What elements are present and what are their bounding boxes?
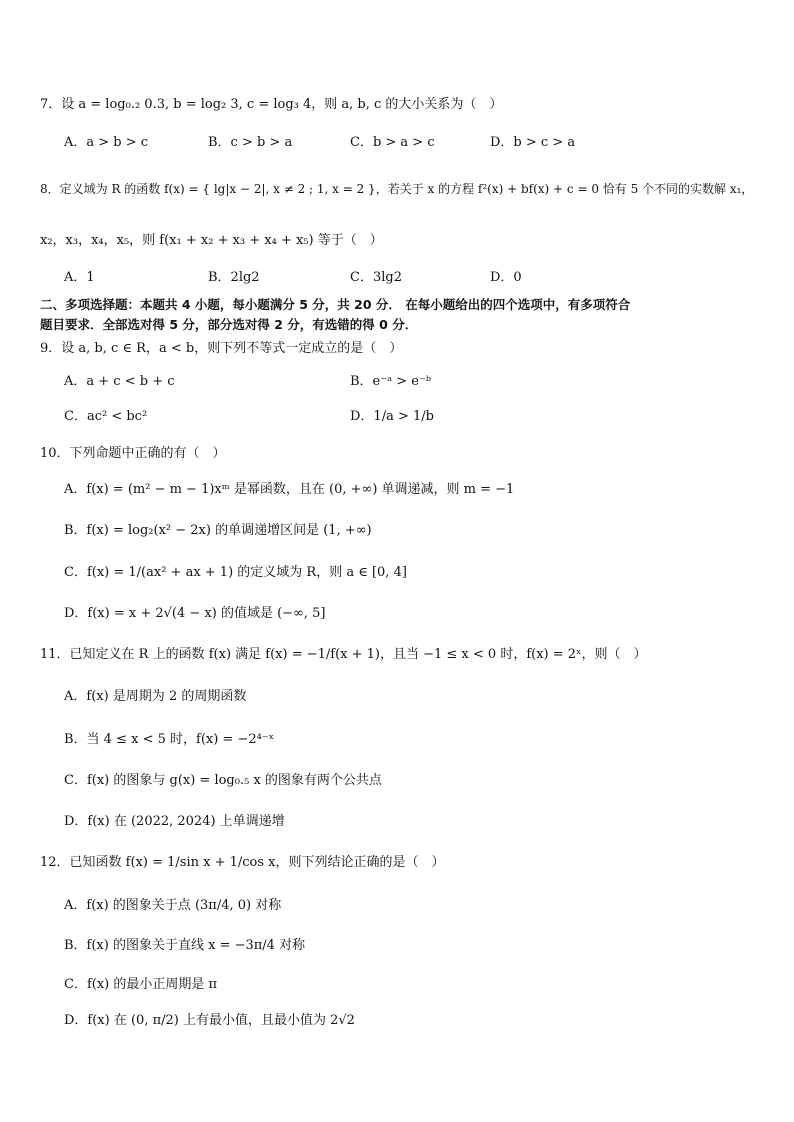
q10-option-c: C．f(x) = 1/(ax² + ax + 1) 的定义域为 R，则 a ∈ [0, 4] (64, 565, 407, 580)
q7-option-b: B．c > b > a (208, 135, 293, 150)
q7-option-c: C．b > a > c (350, 135, 435, 150)
q10-option-a: A．f(x) = (m² − m − 1)xᵐ 是幂函数，且在 (0, +∞) 单调递减，则 m = −1 (64, 482, 515, 497)
q9-option-b: B．e⁻ᵃ > e⁻ᵇ (350, 374, 432, 389)
q7-option-d: D．b > c > a (490, 135, 576, 150)
q8-option-c: C．3lg2 (350, 270, 402, 285)
q10-option-d: D．f(x) = x + 2√(4 − x) 的值域是 (−∞, 5] (64, 606, 326, 621)
q8-option-b: B．2lg2 (208, 270, 260, 285)
q11-option-d: D．f(x) 在 (2022, 2024) 上单调递增 (64, 814, 285, 829)
q8-option-a: A．1 (64, 270, 95, 285)
q9-option-d: D．1/a > 1/b (350, 409, 434, 424)
q12-option-a: A．f(x) 的图象关于点 (3π/4, 0) 对称 (64, 898, 282, 913)
q9-option-c: C．ac² < bc² (64, 409, 148, 424)
q7-stem: 7．设 a = log₀.₂ 0.3, b = log₂ 3, c = log₃ 4，则 a, b, c 的大小关系为（ ） (40, 97, 503, 112)
q12-option-c: C．f(x) 的最小正周期是 π (64, 977, 218, 992)
q7-option-a: A．a > b > c (64, 135, 149, 150)
q12-option-b: B．f(x) 的图象关于直线 x = −3π/4 对称 (64, 938, 306, 953)
q8-stem-line1: 8．定义域为 R 的函数 f(x) = { lg|x − 2|, x ≠ 2 ; 1, x = 2 }，若关于 x 的方程 f²(x) + bf(x) + c = 0 恰有 5 个不同的实数解 x₁， (40, 182, 754, 196)
q9-stem: 9．设 a, b, c ∈ R，a < b，则下列不等式一定成立的是（ ） (40, 341, 403, 356)
q10-option-b: B．f(x) = log₂(x² − 2x) 的单调递增区间是 (1, +∞) (64, 523, 372, 538)
q11-option-b: B．当 4 ≤ x < 5 时，f(x) = −2⁴⁻ˣ (64, 732, 275, 747)
section-2-heading-line2: 题目要求．全部选对得 5 分，部分选对得 2 分，有选错的得 0 分． (40, 317, 418, 332)
q11-option-a: A．f(x) 是周期为 2 的周期函数 (64, 689, 247, 704)
q11-stem: 11．已知定义在 R 上的函数 f(x) 满足 f(x) = −1/f(x + 1)，且当 −1 ≤ x < 0 时，f(x) = 2ˣ，则（ ） (40, 647, 647, 662)
q8-stem-line2: x₂，x₃，x₄，x₅，则 f(x₁ + x₂ + x₃ + x₄ + x₅) 等于（ ） (40, 233, 383, 248)
q10-stem: 10．下列命题中正确的有（ ） (40, 446, 226, 461)
q9-option-a: A．a + c < b + c (64, 374, 175, 389)
q12-stem: 12．已知函数 f(x) = 1/sin x + 1/cos x，则下列结论正确的是（ ） (40, 855, 445, 870)
q12-option-d: D．f(x) 在 (0, π/2) 上有最小值，且最小值为 2√2 (64, 1013, 355, 1028)
section-2-heading-line1: 二、多项选择题：本题共 4 小题，每小题满分 5 分，共 20 分． 在每小题给出的四个选项中，有多项符合 (40, 297, 631, 312)
q8-option-d: D．0 (490, 270, 522, 285)
q11-option-c: C．f(x) 的图象与 g(x) = log₀.₅ x 的图象有两个公共点 (64, 773, 382, 788)
